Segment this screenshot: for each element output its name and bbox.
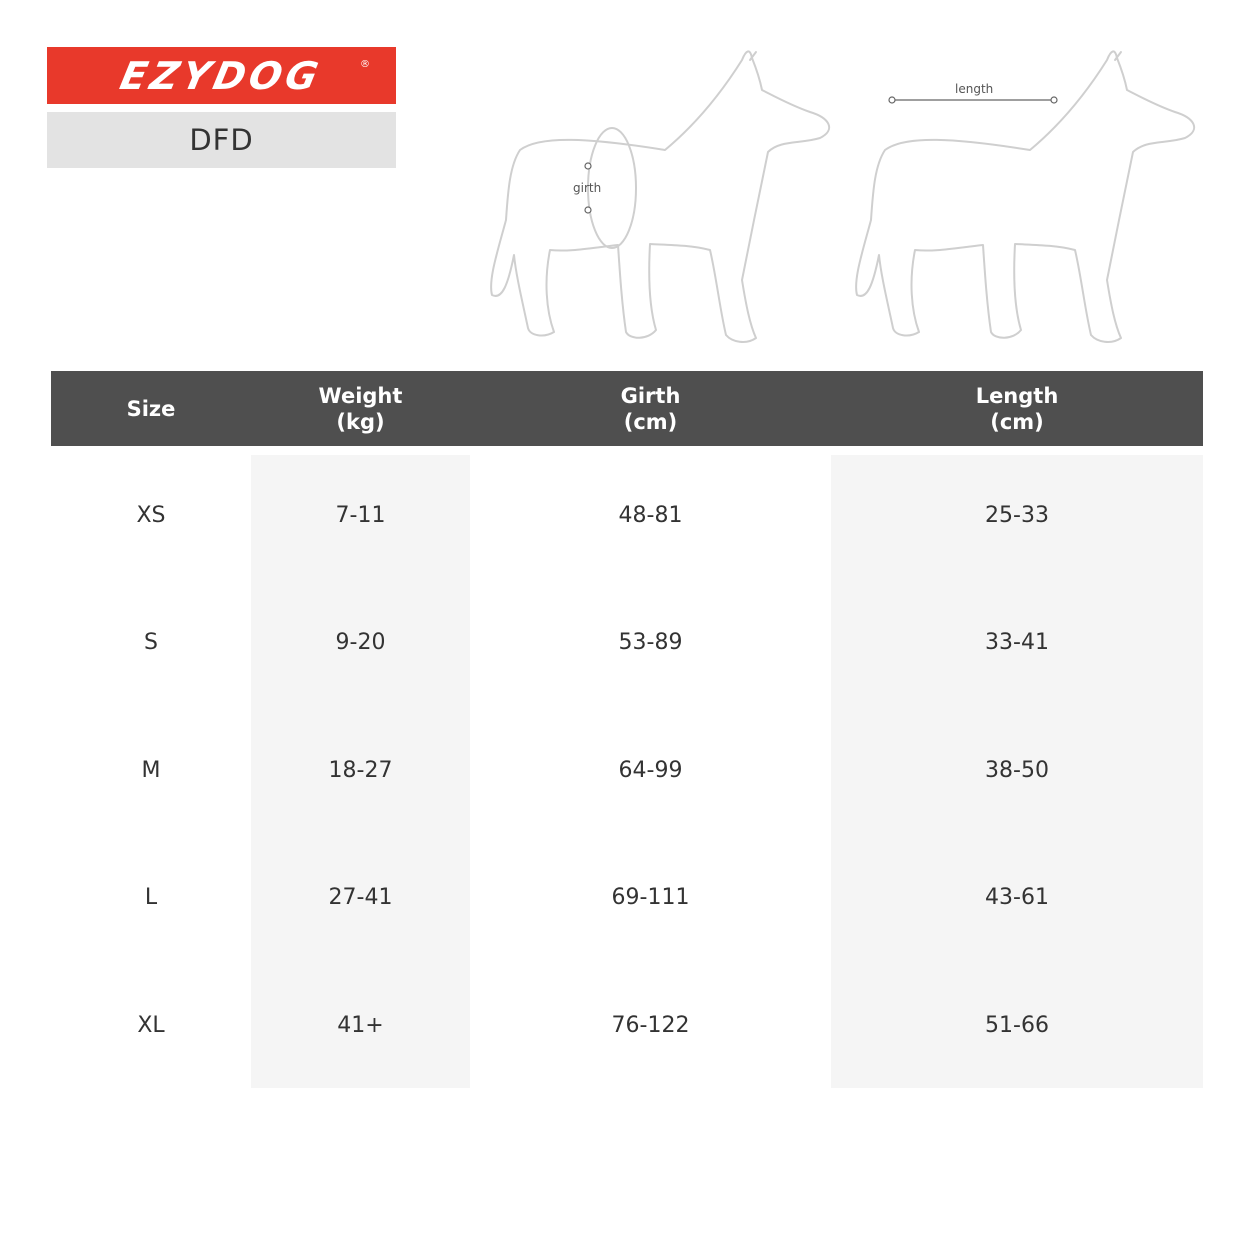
cell-weight: 7-11 [335, 502, 386, 528]
cell-size: S [144, 629, 158, 655]
cell-size: L [144, 884, 158, 910]
header-weight-line1: Weight [318, 383, 403, 408]
cell-girth: 69-111 [611, 884, 690, 910]
header-size-line1: Size [126, 396, 176, 421]
header-girth [470, 371, 831, 446]
header-length-line1: Length [975, 383, 1059, 408]
table-row [51, 750, 1203, 790]
header-length [831, 371, 1203, 446]
cell-weight: 9-20 [335, 629, 386, 655]
cell-girth: 64-99 [618, 757, 683, 783]
dog-girth-illustration [491, 51, 829, 342]
cell-weight: 41+ [337, 1012, 384, 1038]
cell-length: 25-33 [985, 502, 1049, 528]
cell-size: XL [137, 1012, 165, 1038]
header-size [51, 371, 251, 446]
size-table-header [51, 371, 1203, 446]
table-row [51, 495, 1203, 535]
product-model: DFD [189, 123, 254, 157]
cell-weight: 18-27 [328, 757, 393, 783]
table-row [51, 622, 1203, 662]
registered-mark: ® [360, 59, 370, 70]
brand-logo: EZYDOG [116, 53, 327, 98]
cell-length: 33-41 [985, 629, 1049, 655]
header-weight-unit: (kg) [336, 409, 385, 434]
header-girth-unit: (cm) [623, 409, 678, 434]
header-length-unit: (cm) [990, 409, 1044, 434]
header-girth-line1: Girth [620, 383, 681, 408]
header-weight [251, 371, 470, 446]
table-row [51, 1005, 1203, 1045]
cell-girth: 48-81 [618, 502, 683, 528]
table-row [51, 877, 1203, 917]
cell-girth: 53-89 [618, 629, 683, 655]
cell-girth: 76-122 [611, 1012, 690, 1038]
cell-size: XS [136, 502, 166, 528]
length-label: length [955, 82, 994, 96]
product-model-box [47, 112, 396, 168]
cell-length: 51-66 [985, 1012, 1049, 1038]
cell-size: M [141, 757, 161, 783]
cell-weight: 27-41 [328, 884, 393, 910]
measurement-diagram [480, 40, 1210, 360]
brand-logo-box [47, 47, 396, 104]
girth-label: girth [573, 181, 602, 195]
cell-length: 43-61 [985, 884, 1049, 910]
cell-length: 38-50 [985, 757, 1049, 783]
dog-length-illustration [856, 51, 1194, 342]
